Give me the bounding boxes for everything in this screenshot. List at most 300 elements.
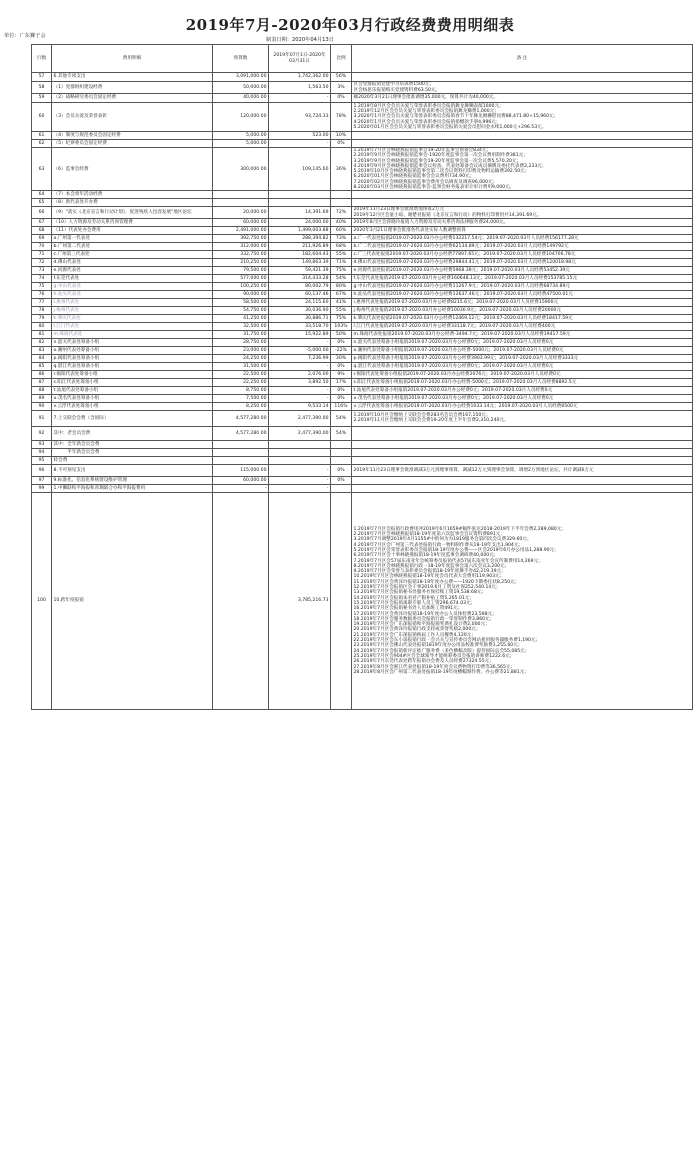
table-row	[32, 306, 693, 314]
item-cell: c.广州第三代表处	[52, 250, 213, 258]
actual-cell: 2,477,390.00	[269, 426, 331, 440]
header-period-actual: 2019年07月1日-2020年03月31日	[269, 45, 331, 73]
actual-cell: -	[269, 484, 331, 492]
table-row	[32, 426, 693, 440]
ratio-cell	[331, 440, 352, 448]
actual-cell: 9,533.14	[269, 402, 331, 410]
row-number-cell: 97	[32, 476, 52, 484]
table-row	[32, 346, 693, 354]
ratio-cell: 0%	[331, 476, 352, 484]
ratio-cell: 0%	[331, 338, 352, 346]
actual-cell: 182,604.43	[269, 250, 331, 258]
actual-cell: 1,742,362.00	[269, 73, 331, 82]
table-row	[32, 266, 693, 274]
budget-cell: 31,750.00	[213, 330, 269, 338]
row-number-cell: 64	[32, 191, 52, 199]
table-row	[32, 207, 693, 219]
budget-cell: 23,000.00	[213, 346, 269, 354]
item-cell: n.韶关代表处筹备小组	[52, 338, 213, 346]
budget-cell: 7,500.00	[213, 394, 269, 402]
budget-cell	[213, 448, 269, 456]
row-number-cell: 90	[32, 402, 52, 410]
row-number-cell: 62	[32, 140, 52, 148]
actual-cell: 1,563.50	[269, 82, 331, 94]
budget-cell: 28,750.00	[213, 338, 269, 346]
budget-cell: 210,250.00	[213, 258, 269, 266]
table-row	[32, 282, 693, 290]
row-number-cell: 99	[32, 484, 52, 492]
ratio-cell: 10%	[331, 132, 352, 140]
table-row	[32, 73, 693, 82]
budget-cell: 79,500.00	[213, 266, 269, 274]
ratio-cell: 116%	[331, 402, 352, 410]
item-cell: 半年新会员会费	[52, 448, 213, 456]
table-row	[32, 440, 693, 448]
remarks-cell: j.梅州代表处报销2019.07-2020.03月办公经费10036.9元；2019.07-2020.03月人员经费20000元	[352, 306, 693, 314]
remarks-cell: q.湛江代表处筹备小组报销2019.07-2020.03月办公经费0元；2019.07-2020.03月人员经费0元	[352, 362, 693, 370]
row-number-cell: 70	[32, 242, 52, 250]
header-remarks: 备 注	[352, 45, 693, 73]
ratio-cell: 0%	[331, 362, 352, 370]
budget-cell: 31,500.00	[213, 362, 269, 370]
item-cell: p.揭阳代表处筹备小组	[52, 354, 213, 362]
ratio-cell	[331, 191, 352, 199]
actual-cell: 523.00	[269, 132, 331, 140]
actual-cell	[269, 191, 331, 199]
ratio-cell: 60%	[331, 226, 352, 234]
row-number-cell: 86	[32, 370, 52, 378]
ratio-cell	[331, 448, 352, 456]
budget-cell: 32,500.00	[213, 322, 269, 330]
table-row	[32, 218, 693, 226]
row-number-cell: 81	[32, 330, 52, 338]
item-cell: （9）"落实《北京宣言和行动计划》，促进残疾人包容发展"地区论坛	[52, 207, 213, 219]
actual-cell	[269, 448, 331, 456]
budget-cell: 60,000.00	[213, 218, 269, 226]
budget-cell: 2,491,000.00	[213, 226, 269, 234]
ratio-cell: 67%	[331, 290, 352, 298]
table-row	[32, 386, 693, 394]
actual-cell: -	[269, 94, 331, 103]
budget-cell: 100,250.00	[213, 282, 269, 290]
table-row	[32, 402, 693, 410]
row-number-cell: 77	[32, 298, 52, 306]
item-cell: （1）党群组织建设经费	[52, 82, 213, 94]
remarks-cell: e.河源代表处报销2019.07-2020.03月办公经费5968.39元；2019.07-2020.03月人员经费53452.39元	[352, 266, 693, 274]
row-number-cell: 85	[32, 362, 52, 370]
actual-cell: -	[269, 464, 331, 476]
remarks-cell: i.惠州代表处报销2019.07-2020.03月办公经费8215.6元；2019.07-2020.03月人员经费15900元	[352, 298, 693, 306]
item-cell: g.中山代表处	[52, 282, 213, 290]
budget-cell: 90,000.00	[213, 290, 269, 298]
table-row	[32, 448, 693, 456]
actual-cell: -	[269, 362, 331, 370]
ratio-cell: 71%	[331, 258, 352, 266]
row-number-cell: 61	[32, 132, 52, 140]
ratio-cell: 73%	[331, 234, 352, 242]
item-cell: k.肇庆代表处	[52, 314, 213, 322]
row-number-cell: 93	[32, 440, 52, 448]
ratio-cell: 9%	[331, 370, 352, 378]
actual-cell: 30,886.71	[269, 314, 331, 322]
table-row	[32, 354, 693, 362]
actual-cell: -	[269, 476, 331, 484]
ratio-cell	[331, 199, 352, 207]
document-title: 2019年7月-2020年03月行政经费费用明细表	[185, 16, 515, 34]
budget-cell: 20,000.00	[213, 207, 269, 219]
remarks-cell: 2020年3月21日理事会批准各代表处实际人数调整预算	[352, 226, 693, 234]
budget-cell: 58,500.00	[213, 298, 269, 306]
budget-cell: 5,000.00	[213, 140, 269, 148]
ratio-cell: 54%	[331, 410, 352, 426]
row-number-cell: 72	[32, 258, 52, 266]
remarks-cell: m.珠海代表处报销2019.07-2020.03月办公经费-3494.7元；2019.07-2020.03月人员经费19417.59元	[352, 330, 693, 338]
row-number-cell: 69	[32, 234, 52, 242]
ratio-cell: 78%	[331, 103, 352, 132]
row-number-cell: 75	[32, 282, 52, 290]
item-cell: （6）监事会经费	[52, 148, 213, 191]
actual-cell: 30,036.90	[269, 306, 331, 314]
remarks-cell	[352, 191, 693, 199]
row-number-cell: 83	[32, 346, 52, 354]
ratio-cell: 80%	[331, 282, 352, 290]
remarks-cell	[352, 484, 693, 492]
item-cell: e.河源代表处	[52, 266, 213, 274]
budget-cell	[213, 492, 269, 709]
item-cell: t.汕尾代表处筹备小组	[52, 386, 213, 394]
remarks-cell	[352, 448, 693, 456]
remarks-cell: r.揭阳代表处筹备小组报销2019.07-2020.03月办公经费2076元；2019.07-2020.03月人员经费0元	[352, 370, 693, 378]
item-cell: b.广州第二代表处	[52, 242, 213, 250]
row-number-cell: 91	[32, 410, 52, 426]
row-number-cell: 63	[32, 148, 52, 191]
budget-cell: 60,000.00	[213, 476, 269, 484]
remarks-cell: h.汕头代表处报销2019.07-2020.03月办公经费12637.46元；2019.07-2020.03月人员经费47500.01元	[352, 290, 693, 298]
row-number-cell: 73	[32, 266, 52, 274]
budget-cell: -	[213, 484, 269, 492]
item-cell: （5）纪律委员会固定经费	[52, 140, 213, 148]
remarks-cell: b.广二代表处报销2019.07-2020.03月办公经费62134.89元；2019.07-2020.03月人员经费149792元	[352, 242, 693, 250]
item-cell: o.潮州代表处筹备小组	[52, 346, 213, 354]
actual-cell: 2,076.00	[269, 370, 331, 378]
row-number-cell: 59	[32, 94, 52, 103]
item-cell: 10.跨年度报销	[52, 492, 213, 709]
row-number-cell: 58	[32, 82, 52, 94]
ratio-cell: 0%	[331, 94, 352, 103]
remarks-cell: c.广三代表处报销2019.07-2020.03月办公经费77897.65元；2019.07-2020.03月人员经费104706.78元	[352, 250, 693, 258]
actual-cell: 24,000.00	[269, 218, 331, 226]
budget-cell	[213, 456, 269, 464]
row-number-cell: 82	[32, 338, 52, 346]
actual-cell: 14,391.69	[269, 207, 331, 219]
table-row	[32, 410, 693, 426]
table-row	[32, 242, 693, 250]
ratio-cell: 0%	[331, 394, 352, 402]
actual-cell: 314,433.28	[269, 274, 331, 282]
table-row	[32, 290, 693, 298]
item-cell: d.佛山代表处	[52, 258, 213, 266]
budget-cell	[213, 199, 269, 207]
header-ratio: 比例	[331, 45, 352, 73]
remarks-cell: p.揭阳代表处筹备小组报销2019.07-2020.03月办公经费3903.99元；2019.07-2020.03月人员经费3333元	[352, 354, 693, 362]
budget-cell: 4,577,280.00	[213, 426, 269, 440]
ratio-cell: 54%	[331, 426, 352, 440]
remarks-cell	[352, 426, 693, 440]
item-cell: f.东莞代表处	[52, 274, 213, 282]
actual-cell	[269, 456, 331, 464]
ratio-cell: 0%	[331, 140, 352, 148]
budget-cell: 8,750.00	[213, 386, 269, 394]
remarks-cell: u.茂名代表处筹备小组报销2019.07-2020.03月办公经费0元；2019.07-2020.03月人员经费0元	[352, 394, 693, 402]
actual-cell: 93,724.33	[269, 103, 331, 132]
item-cell: （10）人力资源及劳动关系咨询管理费	[52, 218, 213, 226]
item-cell: 其中：全年新会员会费	[52, 440, 213, 448]
budget-cell: 4,577,280.00	[213, 410, 269, 426]
header-budget: 预算数	[213, 45, 269, 73]
row-number-cell: 68	[32, 226, 52, 234]
budget-cell: 54,750.00	[213, 306, 269, 314]
remarks-cell: 2019年11月23日理事会批准调减3万元到理事预算，调减12万元到理事会预算，调增2万到地区论坛，共计调减6万元	[352, 464, 693, 476]
table-row	[32, 394, 693, 402]
item-cell: （4）制度与规范委员会固定经费	[52, 132, 213, 140]
row-number-cell: 95	[32, 456, 52, 464]
budget-cell: 22,250.00	[213, 378, 269, 386]
row-number-cell: 88	[32, 386, 52, 394]
row-number-cell: 78	[32, 306, 52, 314]
ratio-cell: 103%	[331, 322, 352, 330]
remarks-cell: t.汕尾代表处筹备小组报销2019.07-2020.03月办公经费0元；2019.07-2020.03月人员经费0元	[352, 386, 693, 394]
item-cell: （3）会员关爱及荣誉表彰	[52, 103, 213, 132]
row-number-cell: 96	[32, 464, 52, 476]
table-row	[32, 464, 693, 476]
table-row	[32, 148, 693, 191]
remarks-cell: 1.2019年7月区会林晓燕报销监事会19-20年监事会预备会834元； 2.2019年9月区会林晓燕报销监事会-1920年度监事会第一次会议费用制作费381元； 3.2019年9月区会林晓燕报销监事会19-20年度监事会第一次会议费5,570.20元； 4.2019年9月区会林晓燕报销监事会议检查、代表处筹备会议成员摘牌及委托代表费2,233元； 5.2019年10月区会林晓燕报销监事会第二次会议资料打印费及物料运输费392.50元； 6.2020年01月区会林晓燕报销监事会会议费用734.90元； 7.2020年02月区会林晓燕报销监事会费用会员调查及调查96,000元； 8.2020年03月区会林晓燕报销监事会-监事会财务报表审计审计费用9,000元。	[352, 148, 693, 191]
expense-table	[31, 44, 693, 710]
table-row	[32, 94, 693, 103]
table-row	[32, 362, 693, 370]
budget-cell: 50,000.00	[213, 82, 269, 94]
budget-cell: 392,750.00	[213, 234, 269, 242]
table-row	[32, 191, 693, 199]
item-cell: u.茂名代表处筹备小组	[52, 394, 213, 402]
ratio-cell: 3%	[331, 82, 352, 94]
ratio-cell: 75%	[331, 314, 352, 322]
remarks-cell: 额2020年3月21日理事会批准调增35,000元，预算共计为40,000元。	[352, 94, 693, 103]
actual-cell: 1,499,003.88	[269, 226, 331, 234]
item-cell: 7.上交联会会费（含国际）	[52, 410, 213, 426]
actual-cell: 109,145.60	[269, 148, 331, 191]
actual-cell: 60,137.46	[269, 290, 331, 298]
item-cell: （11）代表处办会费用	[52, 226, 213, 234]
actual-cell: 80,002.79	[269, 282, 331, 290]
remarks-cell: 1.2019年7月区会报销行政费用冲2019年6月1659#稿件张达2018-2019年下半年会费2,289,080元； 2.2019年7月区会林晓燕报销18-19年度第六次监事会会议资料费891元； 3.2019年7月调整2019年4月1155#中的何为为1819服务会第四次会议费329.60元； 4.2019年7月区会广州第三代表处报销行政一物料制作费从18-19年支出1,904元； 5.2019年7月区会荣誉表彰委员会报销18-19年度办公费——区会2019年6月办公用品1,288.90元； 6.2019年7月区会十事林晓燕报销18-19年度监事会调研费40,000元； 7.2019年7月区会57届东南亚年会统筹委员报销代表57届东南亚年会宣传制费用14,269元； 8.2019年7月区会林晓燕报销行政一18-19年度监事会第六次会议3,200元； 9.2019年7月区会荣誉与表彰委员会报销18-19年度舞手券42,219.39元； 10.2019年7月区会林晓燕报销18-19年度会员代表大会费用119,903元； 11.2019年7月区会黄泽玲报销18-19年度办公费——1920下期委任状8,250元； 12.2019年7月区会报销区会干事2019.6月工资及社保252,540.14元； 13.2019年7月区会报销秘书处服务社保挂账工资19,538.68元； 14.2019年7月区会报销朱君君产假补贴工资5,265.01元； 15.2019年7月区会报销离职专职人员工资296,674.03元； 16.2019年7月区会报销秘书处人员加班工资491元； 17.2019年7月区会黄泽玲报销18-19年度办公人员体检费23,598元； 18.2019年7月区会服务数据委员会报销行政一荣誉制作费3,860元； 19.2019年7月区会广东深报销和平海报颁奖典礼设计费2,000元； 20.2019年7月区会黄泽玲报销行政支持或荣誉奖励2,000元； 21.2019年7月区会广东深报销换届工作人员餐费4,120元； 22.2019年7月区会东小琼报销行政一会兴关与宣传委员会网站租用服务器服务费1,190元； 23.2019年7月区会佛山代表处报销1819年度办公用品校准费奖励费1,255.60元； 24.2019年7月区会报销新评定推广服务费（多色横幅及版）提待国际总会55,085元； 25.2019年7月区会904#区会全球领导才能统筹委员会报销讲师费1222.6元； 26.2019年7月东莞代表处跨年报销办会费及人员经费27324.55元； 27.2019年8月区会浙江代表处报销18-19年度会议费物资打印费等36,565元； 28.2019年8月区会广州第二代表处报销18-19年度横幅制作费、办公费等21,881元；	[352, 492, 693, 709]
table-row	[32, 456, 693, 464]
ratio-cell: 75%	[331, 266, 352, 274]
ratio-cell: 68%	[331, 242, 352, 250]
remarks-cell: 2019年8月区会蒋晓玲报销人力资源及劳动关系咨询法律服务费24,000元。	[352, 218, 693, 226]
row-number-cell: 80	[32, 322, 52, 330]
ratio-cell: -22%	[331, 346, 352, 354]
ratio-cell: 56%	[331, 73, 352, 82]
row-number-cell: 71	[32, 250, 52, 258]
budget-cell: 40,000.00	[213, 94, 269, 103]
item-cell: r.揭阳代表处筹备小组	[52, 370, 213, 378]
ratio-cell: 41%	[331, 298, 352, 306]
actual-cell: 7,236.99	[269, 354, 331, 362]
remarks-cell: n.韶关代表处筹备小组报销2019.07-2020.03月办公经费0元；2019.07-2020.03月人员经费0元	[352, 338, 693, 346]
table-row	[32, 298, 693, 306]
remarks-cell: l.江门代表处报销2019.07-2020.03月办公经费33118.7元；2019.07-2020.03月人员经费400元	[352, 322, 693, 330]
item-cell: 8.不可预见支出	[52, 464, 213, 476]
item-cell: s.阳江代表处筹备小组	[52, 378, 213, 386]
item-cell: i.惠州代表处	[52, 298, 213, 306]
ratio-cell: 50%	[331, 330, 352, 338]
remarks-cell: d.佛山代表处报销2019.07-2020.03月办公经费29844.41元；2019.07-2020.03月人员经费120018.98元	[352, 258, 693, 266]
row-number-cell: 57	[32, 73, 52, 82]
table-row	[32, 314, 693, 322]
item-cell: 9.标准化、信息化系统建设维护管理	[52, 476, 213, 484]
actual-cell: 59,421.39	[269, 266, 331, 274]
budget-cell: 332,750.00	[213, 250, 269, 258]
remarks-cell: 2019年11月23日理事会批准增加预算2万元 2019年12月区会童小琼、谢楚君报销《北京宣言和行动》的物料打印费用共14,391.69元。	[352, 207, 693, 219]
remarks-cell	[352, 199, 693, 207]
remarks-cell: v.云浮代表处筹备小组报销2019.07-2020.03月办公经费1033.14元；2019.07-2020.03月人员经费8500元	[352, 402, 693, 410]
item-cell: 其中：老会员会费	[52, 426, 213, 440]
table-row	[32, 82, 693, 94]
actual-cell: 149,863.39	[269, 258, 331, 266]
table-row	[32, 476, 693, 484]
table-row	[32, 226, 693, 234]
row-number-cell: 65	[32, 199, 52, 207]
budget-cell: 41,250.00	[213, 314, 269, 322]
remarks-cell: a.广一代表处报销2019.07-2020.03月办公经费132217.54元；2019.07-2020.03月人员经费156177.28元	[352, 234, 693, 242]
actual-cell: 288,394.82	[269, 234, 331, 242]
row-number-cell: 100	[32, 492, 52, 709]
actual-cell: -	[269, 394, 331, 402]
row-number-cell: 79	[32, 314, 52, 322]
remarks-cell: f.东莞代表处报销2019.07-2020.03月办公经费160648.13元；2019.07-2020.03月人员经费153785.15元	[352, 274, 693, 282]
item-cell: m.珠海代表处	[52, 330, 213, 338]
ratio-cell: 17%	[331, 378, 352, 386]
remarks-cell: 1.2019年10月区会缴纳上交联会会费283名会员会费167,150元； 2.2019年11月区会缴纳上交联会会费19-20年度上半年会费2,310,240元。	[352, 410, 693, 426]
row-number-cell: 94	[32, 448, 52, 456]
actual-cell: -5,000.00	[269, 346, 331, 354]
actual-cell: -	[269, 140, 331, 148]
actual-cell	[269, 440, 331, 448]
table-row	[32, 370, 693, 378]
table-row	[32, 258, 693, 266]
item-cell: l.江门代表处	[52, 322, 213, 330]
table-row	[32, 199, 693, 207]
actual-cell	[269, 199, 331, 207]
table-row	[32, 234, 693, 242]
remarks-cell	[352, 440, 693, 448]
actual-cell: -	[269, 338, 331, 346]
remarks-cell	[352, 140, 693, 148]
table-header-row	[32, 45, 693, 73]
actual-cell: 24,115.60	[269, 298, 331, 306]
budget-cell: 577,000.00	[213, 274, 269, 282]
table-row	[32, 103, 693, 132]
actual-cell: -	[269, 386, 331, 394]
table-row	[32, 274, 693, 282]
remarks-cell: 1.2019年8月区会会员关爱与荣誉表彰委员会报销舞龙舞狮表演1000元； 2.2019年12月区会会员关爱与荣誉表彰委员会报销舞龙狮费1,000元； 3.2020年1月区会会员关爱与荣誉表彰委员会报销春节十年舞龙舞狮慰问费88,471.80+15,960元； 4.2020年1月区会会员关爱与荣誉表彰委员会报销捐赠款手册4,996元； 5.2020年01月区会会员关爱与荣誉表彰委员会报销关爱会员慰问金永续1,000元+296.53元。	[352, 103, 693, 132]
row-number-cell: 60	[32, 103, 52, 132]
ratio-cell: 72%	[331, 207, 352, 219]
actual-cell: 33,518.70	[269, 322, 331, 330]
row-number-cell: 87	[32, 378, 52, 386]
ratio-cell: 36%	[331, 148, 352, 191]
budget-cell: 3,091,000.00	[213, 73, 269, 82]
table-row	[32, 250, 693, 258]
item-cell: v.云浮代表处筹备小组	[52, 402, 213, 410]
remarks-cell: o.潮州代表处筹备小组报销2019.07-2020.03月办公经费-5000元；2019.07-2020.03月人员经费0元	[352, 346, 693, 354]
row-number-cell: 92	[32, 426, 52, 440]
header-row-number: 行数	[32, 45, 52, 73]
row-number-cell: 89	[32, 394, 52, 402]
table-row	[32, 322, 693, 330]
actual-cell: 3,785,216.73	[269, 492, 331, 709]
item-cell: （8）新代表处开办费	[52, 199, 213, 207]
item-cell: 1.中狮联和平海报和青瑚联合办和平海报费用	[52, 484, 213, 492]
row-number-cell: 76	[32, 290, 52, 298]
table-row	[32, 378, 693, 386]
budget-cell: 8,250.00	[213, 402, 269, 410]
ratio-cell: 40%	[331, 218, 352, 226]
budget-cell: 5,000.00	[213, 132, 269, 140]
item-cell: h.汕头代表处	[52, 290, 213, 298]
header-item: 费用明细	[52, 45, 213, 73]
remarks-cell: k.肇庆代表处报销2019.07-2020.03月办公经费12469.12元；2019.07-2020.03月人员经费18417.59元	[352, 314, 693, 322]
budget-cell	[213, 191, 269, 199]
remarks-cell: s.阳江代表处筹备小组报销2019.07-2020.03月办公经费-5000元；2019.07-2020.03月人员经费8892.5元	[352, 378, 693, 386]
item-cell: a.广州第一代表处	[52, 234, 213, 242]
table-row	[32, 492, 693, 709]
ratio-cell: 54%	[331, 274, 352, 282]
remarks-cell	[352, 476, 693, 484]
row-number-cell: 74	[32, 274, 52, 282]
budget-cell: 24,250.00	[213, 354, 269, 362]
unit-label: 单位：广东狮子会	[4, 33, 46, 39]
actual-cell: 3,892.50	[269, 378, 331, 386]
ratio-cell	[331, 492, 352, 709]
ratio-cell: 55%	[331, 250, 352, 258]
ratio-cell: 30%	[331, 354, 352, 362]
budget-cell: 300,000.00	[213, 148, 269, 191]
actual-cell: 211,926.89	[269, 242, 331, 250]
item-cell: （7）本会周年活动经费	[52, 191, 213, 199]
item-cell: q.湛江代表处筹备小组	[52, 362, 213, 370]
row-number-cell: 67	[32, 218, 52, 226]
budget-cell	[213, 440, 269, 448]
item-cell: （2）战略研究委员会固定经费	[52, 94, 213, 103]
row-number-cell: 66	[32, 207, 52, 219]
ratio-cell: 0%	[331, 386, 352, 394]
table-row	[32, 132, 693, 140]
item-cell: 转会费	[52, 456, 213, 464]
budget-cell: 22,500.00	[213, 370, 269, 378]
ratio-cell	[331, 456, 352, 464]
budget-cell: 120,000.00	[213, 103, 269, 132]
actual-cell: 2,477,390.00	[269, 410, 331, 426]
remarks-cell	[352, 73, 693, 82]
table-row	[32, 338, 693, 346]
budget-cell: 115,000.00	[213, 464, 269, 476]
remarks-cell	[352, 456, 693, 464]
remarks-cell	[352, 132, 693, 140]
table-row	[32, 330, 693, 338]
remarks-cell: g.中山代表处报销2019.07-2020.03月办公经费11267.9元；2019.07-2020.03月人员经费68734.89元	[352, 282, 693, 290]
